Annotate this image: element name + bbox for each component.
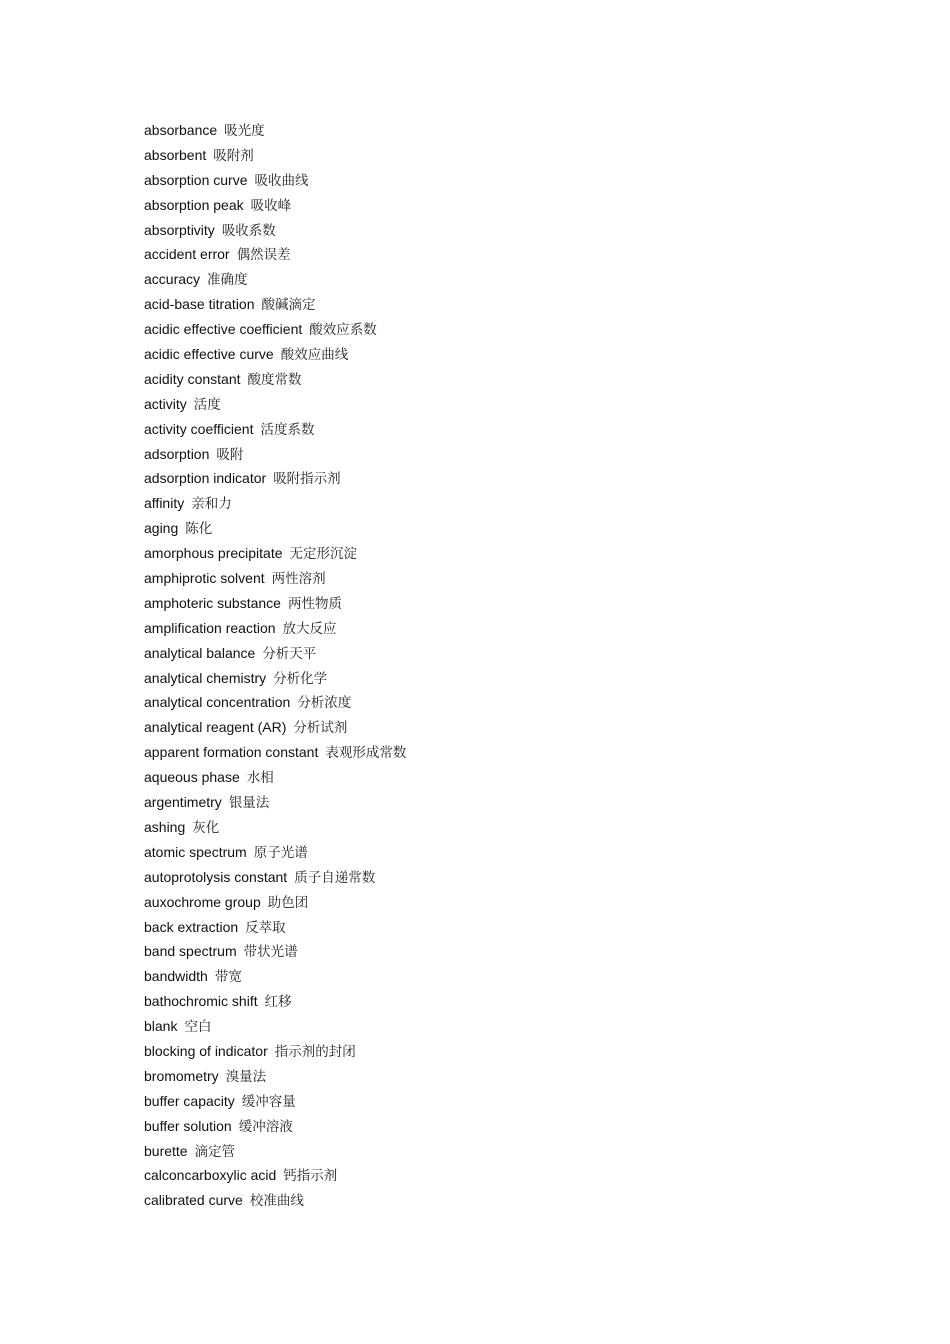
entry-term: bromometry xyxy=(144,1067,219,1084)
entry-term: autoprotolysis constant xyxy=(144,868,288,885)
glossary-entry xyxy=(144,741,406,766)
entry-translation: 带状光谱 xyxy=(243,944,298,961)
entry-translation: 空白 xyxy=(184,1019,212,1036)
entry-term: absorption curve xyxy=(144,171,248,188)
entry-translation: 滴定管 xyxy=(194,1143,236,1160)
glossary-entry xyxy=(144,642,406,667)
entry-term: analytical chemistry xyxy=(144,669,267,686)
glossary-entry xyxy=(144,766,406,791)
entry-term: acidity constant xyxy=(144,370,241,387)
entry-term: ashing xyxy=(144,818,186,835)
glossary-entry xyxy=(144,119,406,144)
glossary-entry xyxy=(144,268,406,293)
glossary-entry xyxy=(144,791,406,816)
glossary-entry xyxy=(144,1189,406,1214)
entry-term: activity xyxy=(144,395,187,412)
entry-translation: 缓冲溶液 xyxy=(238,1118,293,1135)
entry-term: acid-base titration xyxy=(144,296,255,313)
glossary-entry xyxy=(144,916,406,941)
glossary-entry xyxy=(144,667,406,692)
entry-translation: 活度系数 xyxy=(260,421,315,438)
entry-translation: 放大反应 xyxy=(282,620,337,637)
entry-translation: 缓冲容量 xyxy=(241,1093,296,1110)
glossary-entry xyxy=(144,940,406,965)
entry-term: aqueous phase xyxy=(144,769,240,786)
glossary-entry xyxy=(144,542,406,567)
entry-translation: 溴量法 xyxy=(225,1068,267,1085)
glossary-entry xyxy=(144,169,406,194)
entry-term: amorphous precipitate xyxy=(144,545,283,562)
glossary-entry xyxy=(144,343,406,368)
entry-term: back extraction xyxy=(144,918,239,935)
entry-term: acidic effective curve xyxy=(144,346,274,363)
entry-term: analytical balance xyxy=(144,644,256,661)
glossary-entry xyxy=(144,393,406,418)
glossary-entry xyxy=(144,691,406,716)
glossary-entry xyxy=(144,567,406,592)
entry-translation: 吸收峰 xyxy=(250,197,292,214)
glossary-entry xyxy=(144,866,406,891)
glossary-entry xyxy=(144,990,406,1015)
glossary-entry xyxy=(144,1115,406,1140)
entry-term: amphoteric substance xyxy=(144,594,281,611)
entry-term: argentimetry xyxy=(144,794,222,811)
entry-term: auxochrome group xyxy=(144,893,261,910)
glossary-entry xyxy=(144,517,406,542)
entry-term: amplification reaction xyxy=(144,619,276,636)
entry-translation: 吸附剂 xyxy=(213,147,254,164)
glossary-entry xyxy=(144,243,406,268)
glossary-entry xyxy=(144,716,406,741)
entry-term: absorptivity xyxy=(144,221,215,238)
entry-term: acidic effective coefficient xyxy=(144,321,303,338)
entry-term: band spectrum xyxy=(144,943,237,960)
entry-translation: 反萃取 xyxy=(245,919,286,936)
glossary-entry xyxy=(144,965,406,990)
glossary-entry xyxy=(144,467,406,492)
entry-translation: 分析浓度 xyxy=(297,695,352,712)
entry-translation: 酸碱滴定 xyxy=(261,297,316,314)
entry-translation: 准确度 xyxy=(207,272,248,289)
entry-term: analytical concentration xyxy=(144,694,291,711)
entry-translation: 校准曲线 xyxy=(249,1193,304,1210)
entry-translation: 助色团 xyxy=(267,894,309,911)
entry-translation: 亲和力 xyxy=(191,496,232,513)
entry-term: aging xyxy=(144,520,179,537)
entry-translation: 钙指示剂 xyxy=(283,1168,338,1185)
entry-translation: 偶然误差 xyxy=(236,247,291,264)
glossary-entry xyxy=(144,1040,406,1065)
entry-term: absorption peak xyxy=(144,196,244,213)
entry-term: absorbance xyxy=(144,122,218,138)
entry-term: blocking of indicator xyxy=(144,1042,268,1059)
entry-term: buffer solution xyxy=(144,1117,232,1134)
entry-term: atomic spectrum xyxy=(144,843,247,860)
entry-term: adsorption indicator xyxy=(144,470,267,487)
entry-translation: 分析试剂 xyxy=(293,720,348,737)
glossary-entry xyxy=(144,617,406,642)
glossary-entry xyxy=(144,1164,406,1189)
entry-term: affinity xyxy=(144,495,185,512)
entry-translation: 原子光谱 xyxy=(253,844,308,861)
entry-translation: 酸度常数 xyxy=(247,371,302,388)
entry-translation: 吸光度 xyxy=(224,123,265,139)
entry-term: calconcarboxylic acid xyxy=(144,1167,277,1184)
glossary-entry xyxy=(144,592,406,617)
entry-translation: 酸效应系数 xyxy=(309,322,377,339)
glossary-entry xyxy=(144,368,406,393)
entry-translation: 活度 xyxy=(193,396,221,413)
entry-term: activity coefficient xyxy=(144,420,254,437)
entry-translation: 质子自递常数 xyxy=(294,869,376,886)
glossary-entry xyxy=(144,891,406,916)
glossary-entry xyxy=(144,1065,406,1090)
entry-translation: 两性物质 xyxy=(287,595,342,612)
glossary-entry xyxy=(144,418,406,443)
entry-term: bathochromic shift xyxy=(144,993,258,1010)
entry-translation: 红移 xyxy=(264,994,292,1011)
glossary-entry xyxy=(144,1090,406,1115)
entry-translation: 指示剂的封闭 xyxy=(274,1043,356,1060)
entry-term: apparent formation constant xyxy=(144,744,319,761)
glossary-entry xyxy=(144,443,406,468)
entry-translation: 银量法 xyxy=(228,795,270,812)
entry-term: blank xyxy=(144,1018,178,1035)
entry-term: calibrated curve xyxy=(144,1192,243,1209)
entry-term: adsorption xyxy=(144,445,210,462)
entry-translation: 酸效应曲线 xyxy=(280,347,349,364)
entry-term: accuracy xyxy=(144,271,201,288)
entry-term: analytical reagent (AR) xyxy=(144,719,287,736)
entry-translation: 无定形沉淀 xyxy=(289,546,358,563)
entry-translation: 吸附指示剂 xyxy=(273,471,341,488)
entry-term: absorbent xyxy=(144,146,207,163)
entry-translation: 陈化 xyxy=(185,521,213,538)
entry-translation: 水相 xyxy=(246,770,274,787)
glossary-entry xyxy=(144,194,406,219)
entry-translation: 带宽 xyxy=(214,969,242,986)
entry-term: bandwidth xyxy=(144,968,208,985)
entry-translation: 分析化学 xyxy=(273,670,328,687)
glossary-entry xyxy=(144,1015,406,1040)
entry-translation: 吸收系数 xyxy=(221,222,276,239)
entry-translation: 表观形成常数 xyxy=(325,745,407,762)
entry-translation: 吸收曲线 xyxy=(254,172,309,189)
glossary-list xyxy=(144,119,406,1214)
entry-term: accident error xyxy=(144,246,230,263)
glossary-entry xyxy=(144,293,406,318)
entry-term: buffer capacity xyxy=(144,1092,235,1109)
glossary-entry xyxy=(144,219,406,244)
entry-translation: 分析天平 xyxy=(262,645,317,662)
glossary-entry xyxy=(144,318,406,343)
entry-translation: 灰化 xyxy=(192,819,220,836)
glossary-entry xyxy=(144,144,406,169)
glossary-entry xyxy=(144,492,406,517)
entry-translation: 两性溶剂 xyxy=(271,571,326,588)
glossary-entry xyxy=(144,841,406,866)
entry-term: amphiprotic solvent xyxy=(144,570,265,587)
glossary-entry xyxy=(144,816,406,841)
glossary-entry xyxy=(144,1140,406,1165)
entry-translation: 吸附 xyxy=(216,446,244,463)
entry-term: burette xyxy=(144,1142,188,1159)
